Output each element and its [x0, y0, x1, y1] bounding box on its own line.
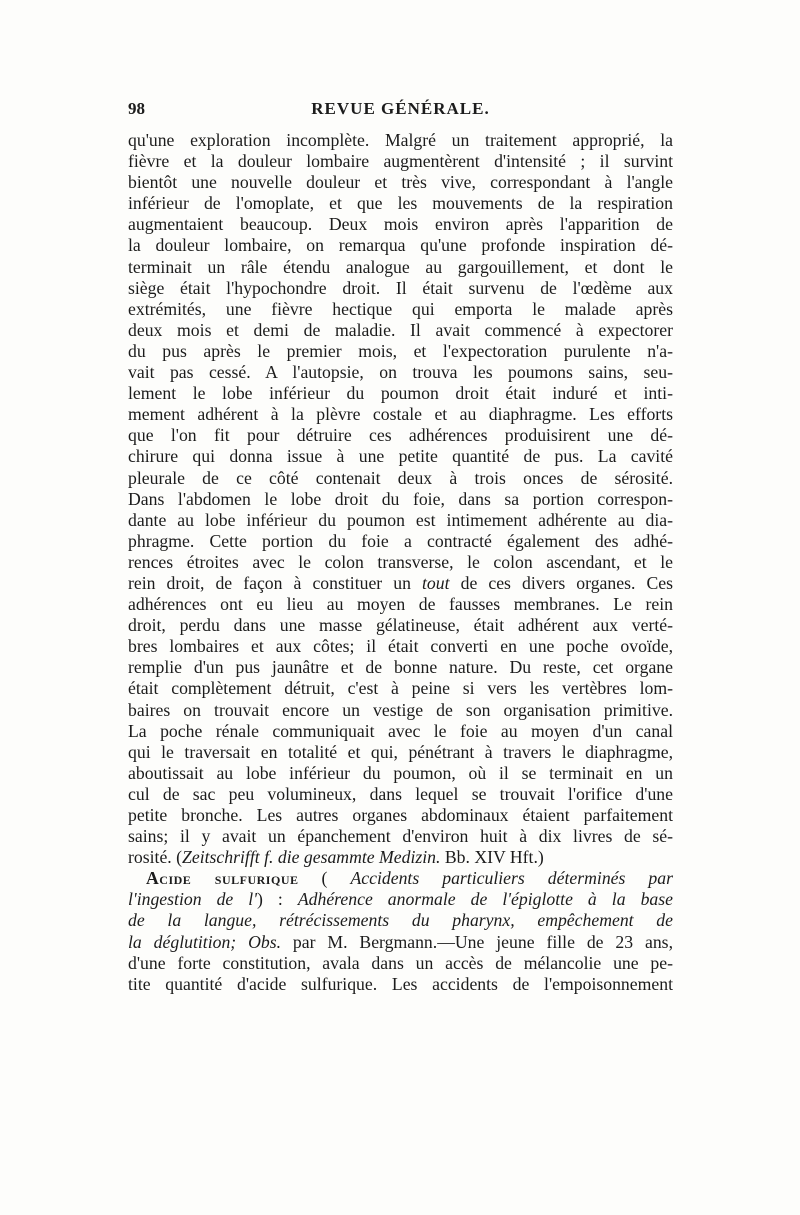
- citation-line: [128, 847, 673, 868]
- running-title: REVUE GÉNÉRALE.: [311, 99, 490, 118]
- section-heading: Acide sulfurique: [146, 868, 299, 889]
- text-line: remplie d'un pus jaunâtre et de bonne nature. Du reste, cet organe: [128, 657, 673, 678]
- text-line: petite bronche. Les autres organes abdominaux étaient parfaitement: [128, 805, 673, 825]
- text-line: vait pas cessé. A l'autopsie, on trouva les poumons sains, seu-: [128, 362, 673, 383]
- text-line: la douleur lombaire, on remarqua qu'une profonde inspiration dé-: [128, 235, 673, 256]
- text-line: qui le traversait en totalité et qui, pénétrant à travers le diaphragme,: [128, 741, 673, 762]
- text-line: cul de sac peu volumineux, dans lequel se trouvait l'orifice d'une: [128, 783, 673, 804]
- text-line: inférieur de l'omoplate, et que les mouvements de la respiration: [128, 193, 673, 214]
- italic-run: tout: [422, 572, 450, 593]
- text-line: baires on trouvait encore un vestige de son organisation primitive.: [128, 699, 673, 720]
- text-line: d'une forte constitution, avala dans un accès de mélancolie une pe-: [128, 952, 673, 973]
- italic-run: de la langue, rétrécissements du pharynx, empêchement de: [128, 910, 673, 931]
- text-line: pleurale de ce côté contenait deux à trois onces de sérosité.: [128, 467, 673, 488]
- text-line: adhérences ont eu lieu au moyen de fausses membranes. Le rein: [128, 594, 673, 615]
- text-line: phragme. Cette portion du foie a contracté également des adhé-: [128, 530, 673, 551]
- text-line: bientôt une nouvelle douleur et très vive, correspondant à l'angle: [128, 172, 673, 193]
- text-line: tite quantité d'acide sulfurique. Les accidents de l'empoisonnement: [128, 973, 673, 994]
- journal-title: Zeitschrifft f. die gesammte Medizin.: [182, 847, 441, 868]
- text-line: fièvre et la douleur lombaire augmentèrent d'intensité ; il survint: [128, 151, 673, 172]
- text-line: sains; il y avait un épanchement d'environ huit à dix livres de sé-: [128, 826, 673, 847]
- text-run: (: [298, 868, 328, 889]
- text-line: [128, 889, 673, 910]
- text-run: rosité. (: [128, 847, 183, 868]
- text-line: chirure qui donna issue à une petite quantité de pus. La cavité: [128, 446, 673, 467]
- text-run: par M. Bergmann.—Une jeune fille de 23 ans,: [281, 931, 673, 952]
- text-line: siège était l'hypochondre droit. Il était survenu de l'œdème aux: [128, 277, 673, 298]
- text-line: droit, perdu dans une masse gélatineuse, était adhérent aux verté-: [128, 615, 673, 636]
- text-line: terminait un râle étendu analogue au gargouillement, et dont le: [128, 256, 673, 277]
- text-run: rein droit, de façon à constituer un: [128, 572, 423, 593]
- text-line-with-italic: [128, 573, 673, 594]
- text-line: mement adhérent à la plèvre costale et au diaphragme. Les efforts: [128, 404, 673, 425]
- text-line: aboutissait au lobe inférieur du poumon, où il se terminait en un: [128, 762, 673, 783]
- text-run: Bb. XIV Hft.): [440, 847, 544, 868]
- text-line: bres lombaires et aux côtes; il était converti en une poche ovoïde,: [128, 636, 673, 657]
- text-line: que l'on fit pour détruire ces adhérences produisirent une dé-: [128, 425, 673, 446]
- text-line: lement le lobe inférieur du poumon droit était induré et inti-: [128, 383, 673, 404]
- italic-run: Adhérence anormale de l'épiglotte à la base: [297, 889, 673, 910]
- text-line: dante au lobe inférieur du poumon est intimement adhérente au dia-: [128, 509, 673, 530]
- section-heading-line: [128, 868, 673, 889]
- text-run: ) :: [256, 889, 298, 910]
- text-run: de ces divers organes. Ces: [449, 572, 673, 593]
- text-line: du pus après le premier mois, et l'expectoration purulente n'a-: [128, 340, 673, 361]
- text-line: qu'une exploration incomplète. Malgré un traitement approprié, la: [128, 130, 673, 150]
- text-line: [128, 910, 673, 931]
- text-line: extrémités, une fièvre hectique qui emporta le malade après: [128, 298, 673, 319]
- text-line: était complètement détruit, c'est à peine si vers les vertèbres lom-: [128, 678, 673, 699]
- text-line: rences étroites avec le colon transverse, le colon ascendant, et le: [128, 551, 673, 572]
- text-line: La poche rénale communiquait avec le foie au moyen d'un canal: [128, 720, 673, 741]
- page-header: [128, 99, 673, 123]
- italic-run: l'ingestion de l': [128, 889, 257, 910]
- page-number: 98: [128, 99, 145, 118]
- body-text: [128, 130, 673, 995]
- text-line: [128, 932, 673, 953]
- italic-run: la déglutition; Obs.: [128, 931, 281, 952]
- text-line: Dans l'abdomen le lobe droit du foie, dans sa portion correspon-: [128, 488, 673, 509]
- text-line: augmentaient beaucoup. Deux mois environ après l'apparition de: [128, 214, 673, 235]
- italic-run: Accidents particuliers déterminés par: [350, 868, 674, 889]
- text-line: deux mois et demi de maladie. Il avait commencé à expectorer: [128, 319, 673, 340]
